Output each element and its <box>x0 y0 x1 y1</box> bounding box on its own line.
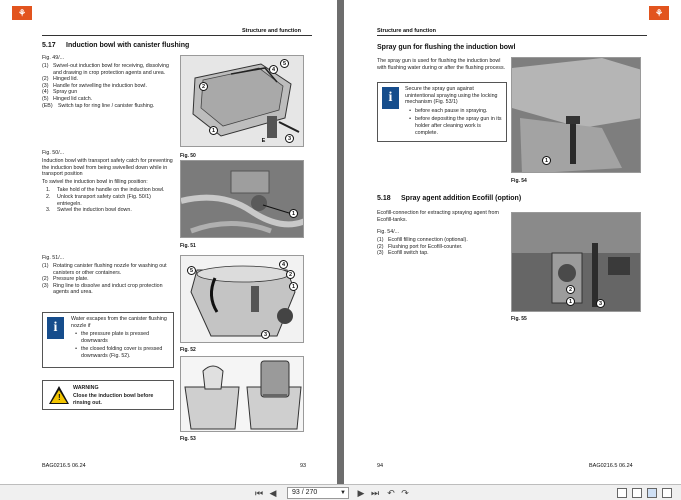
forward-icon[interactable]: ↷ <box>401 488 409 498</box>
callout: 2 <box>286 270 295 279</box>
figure-54 <box>511 57 641 173</box>
intro-text: To swivel the induction bowl in filling position: <box>42 179 148 186</box>
item-text: Rotating canister flushing nozzle for washing out canisters or other containers. <box>53 263 167 276</box>
item-key: (1) <box>377 237 384 244</box>
section-title <box>377 195 521 202</box>
footer-page-number: 94 <box>377 463 384 469</box>
item-text: Flushing port for Ecofill-counter. <box>388 243 463 250</box>
info-bullet: the pressure plate is pressed downwards <box>81 331 150 344</box>
viewer-toolbar <box>0 484 681 500</box>
body-text: Ecofill-connection for extracting spraying agent from Ecofill-tanks. <box>377 210 499 223</box>
step-text: Take hold of the handle on the induction bowl. <box>57 187 165 194</box>
warning-box <box>42 380 174 410</box>
subsection-title: Spray gun for flushing the induction bowl <box>377 44 516 51</box>
header-rule <box>377 35 647 36</box>
callout: 1 <box>289 282 298 291</box>
canister-flushing-illustration <box>181 256 304 343</box>
figure-caption: Fig. 53 <box>180 436 196 442</box>
info-text: Secure the spray gun against unintentional spraying using the locking mechanism (Fig. 53/1) • before each pause in spraying. • before depositing the spray gun in its holder after cleaning work is complete. <box>405 86 505 136</box>
item-key: (2) <box>42 76 49 83</box>
lid-press-illustration <box>181 357 304 432</box>
spray-gun-photo <box>512 58 641 173</box>
item-text: Pressure plate. <box>53 276 89 283</box>
step-text: Swivel the induction bowl down. <box>57 207 132 214</box>
item-key: (3) <box>42 282 49 289</box>
step-key: 2. <box>46 194 51 201</box>
item-text: Switch tap for ring line / canister flushing. <box>58 102 155 109</box>
item-key: (1) <box>42 263 49 270</box>
fig51-text <box>42 255 174 296</box>
page-number-value: 93 / 270 <box>292 489 318 496</box>
footer-doc-id: BAG0216.5 06.24 <box>42 463 86 469</box>
figure-52 <box>180 255 304 343</box>
info-icon: i <box>47 317 64 339</box>
item-key: (EB) <box>42 102 53 109</box>
callout: 4 <box>269 65 278 74</box>
info-box <box>42 312 174 368</box>
item-text: Handle for swivelling the induction bowl. <box>53 82 147 89</box>
chevron-down-icon: ▼ <box>340 490 346 496</box>
callout: 3 <box>285 134 294 143</box>
item-text: Ecofill filling connection (optional). <box>388 237 468 244</box>
info-box <box>377 82 507 142</box>
figure-53 <box>180 356 304 432</box>
footer-page-number: 93 <box>300 463 307 469</box>
step-text: Unlock transport safety catch (Fig. 50/1) entriegeln. <box>57 194 151 207</box>
figure-caption: Fig. 50 <box>180 153 196 159</box>
callout: 1 <box>542 156 551 165</box>
continuous-icon[interactable] <box>662 488 672 498</box>
prev-page-icon[interactable]: ◀ <box>269 488 277 498</box>
fig-ref: Fig. 49/... <box>42 55 65 61</box>
back-icon[interactable]: ↶ <box>387 488 395 498</box>
item-text: Hinged lid. <box>53 76 79 83</box>
callout: 3 <box>261 330 270 339</box>
brand-logo-icon: ⚘ <box>12 6 32 20</box>
warning-exclamation: ! <box>58 393 61 402</box>
induction-bowl-illustration <box>181 56 304 147</box>
callout: 2 <box>199 82 208 91</box>
info-bullet: before depositing the spray gun in its holder after cleaning work is complete. <box>415 116 502 136</box>
single-page-icon[interactable] <box>632 488 642 498</box>
item-text: Spray gun <box>53 89 78 96</box>
info-bullet: the closed folding cover is pressed downwards (Fig. 52). <box>81 346 163 359</box>
figure-caption: Fig. 54 <box>511 178 527 184</box>
two-page-icon[interactable] <box>647 488 657 498</box>
page-number-select[interactable] <box>287 487 349 499</box>
fig-ref: Fig. 54/... <box>377 229 400 236</box>
info-lead: Water escapes from the canister flushing nozzle if <box>71 316 167 329</box>
figure-55 <box>511 212 641 312</box>
item-key: (3) <box>42 82 49 89</box>
item-key: (3) <box>377 250 384 257</box>
item-key: (5) <box>42 96 49 103</box>
figure-caption: Fig. 52 <box>180 347 196 353</box>
info-lead: Secure the spray gun against unintentional spraying using the locking mechanism (Fig. 53/1) <box>405 86 498 106</box>
transport-catch-photo <box>181 161 304 238</box>
fig50-text <box>42 150 174 214</box>
callout: 3 <box>596 299 605 308</box>
figure-caption: Fig. 51 <box>180 243 196 249</box>
page-header: Structure and function <box>242 28 301 34</box>
fig-ref: Fig. 51/... <box>42 255 65 261</box>
item-text: Ring line to dissolve and induct crop protection agents and urea. <box>53 282 163 296</box>
header-rule <box>42 35 312 36</box>
first-page-icon[interactable]: ⏮ <box>254 488 264 498</box>
info-text: Water escapes from the canister flushing nozzle if • the pressure plate is pressed downwards • the closed folding cover is pressed downwards (Fig. 52). <box>71 316 171 360</box>
step-key: 3. <box>46 207 51 214</box>
callout: 5 <box>280 59 289 68</box>
item-key: (2) <box>377 243 384 250</box>
info-icon: i <box>382 87 399 109</box>
footer-doc-id: BAG0216.5 06.24 <box>589 463 633 469</box>
spray-gun-body: The spray gun is used for flushing the induction bowl with flushing water during or after the flushing process. <box>377 58 506 71</box>
item-text: Swivel-out induction bowl for receiving, dissolving and drawing in crop protection agents and urea. <box>53 63 169 76</box>
callout: 1 <box>566 297 575 306</box>
fig-ref: Fig. 50/... <box>42 150 65 156</box>
callout: 2 <box>566 285 575 294</box>
left-page <box>0 0 337 484</box>
section-title-text: Spray agent addition Ecofill (option) <box>401 195 522 202</box>
step-key: 1. <box>46 187 51 194</box>
section-number: 5.17 <box>42 42 56 49</box>
fig49-text <box>42 55 174 109</box>
info-bullet: before each pause in spraying. <box>415 107 488 114</box>
callout: 5 <box>187 266 196 275</box>
item-key: (2) <box>42 276 49 283</box>
callout: 4 <box>279 260 288 269</box>
warning-title: WARNING <box>73 385 99 391</box>
ecofill-text <box>377 210 507 257</box>
brand-logo-icon: ⚘ <box>649 6 669 20</box>
callout: E <box>261 138 266 144</box>
right-page <box>344 0 681 484</box>
figure-51 <box>180 160 304 238</box>
item-key: (4) <box>42 89 49 96</box>
fit-page-icon[interactable] <box>617 488 627 498</box>
item-text: Ecofill switch tap. <box>388 250 429 257</box>
next-page-icon[interactable]: ▶ <box>357 488 365 498</box>
callout: 1 <box>209 126 218 135</box>
last-page-icon[interactable]: ⏭ <box>370 488 380 498</box>
item-text: Hinged lid catch. <box>53 96 93 103</box>
page-header: Structure and function <box>377 28 436 34</box>
section-number: 5.18 <box>377 195 391 202</box>
section-title-text: Induction bowl with canister flushing <box>66 42 190 49</box>
warning-text <box>73 385 171 408</box>
item-key: (1) <box>42 63 49 70</box>
callout: 1 <box>289 209 298 218</box>
ecofill-connection-photo <box>512 213 641 312</box>
figure-caption: Fig. 55 <box>511 316 527 322</box>
body-text: Induction bowl with transport safety catch for preventing the induction bowl from being swivelled down while in transport position <box>42 158 173 178</box>
warning-body: Close the induction bowl before rinsing out. <box>73 393 154 406</box>
figure-50 <box>180 55 304 147</box>
section-title <box>42 42 189 49</box>
